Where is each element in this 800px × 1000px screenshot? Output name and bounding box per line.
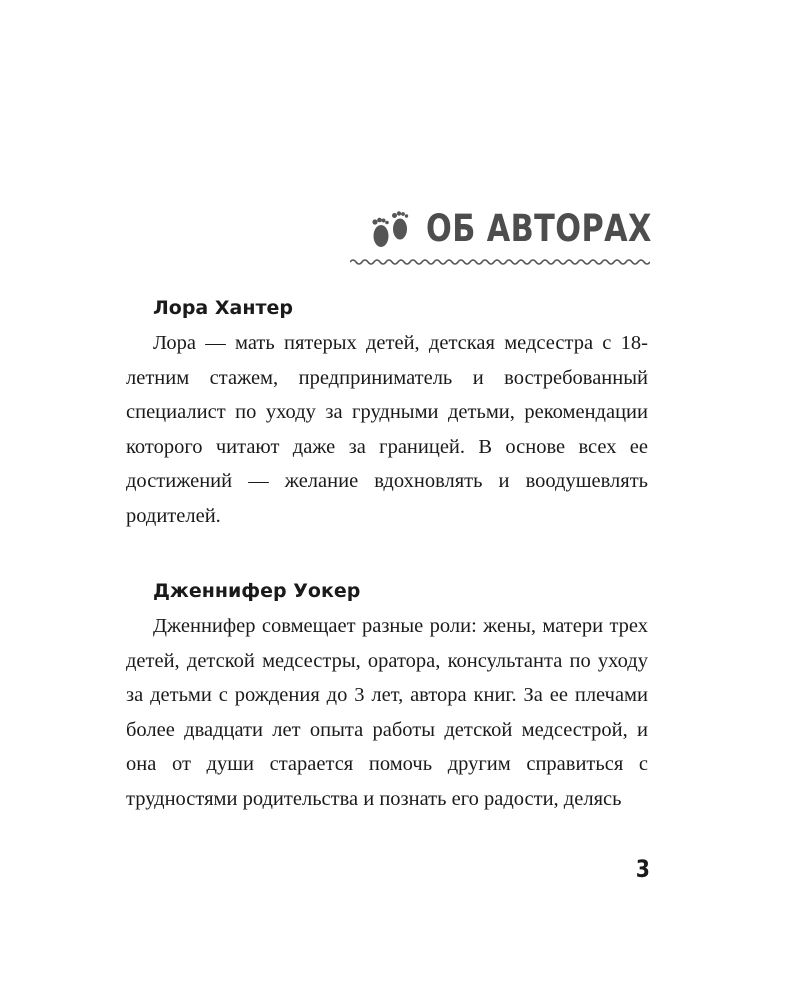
chapter-header [350,205,650,275]
chapter-title: ОБ АВТОРАХ [426,207,652,250]
author-name: Дженнифер Уокер [153,580,361,602]
author-section [126,290,648,533]
author-bio: Дженнифер совмещает разные роли: жены, матери трех детей, детской медсестры, оратора, консультанта по уходу за детьми с рождения до 3 лет, автора книг. За ее плечами более двадцати лет опыта работы детской медсестрой, и она от души старается помочь другим справиться с трудностями родительства и познать его радости, делясь [126,615,648,810]
author-section [126,573,648,816]
authors-content [126,290,648,816]
page-number: 3 [635,855,650,883]
author-bio: Лора — мать пятерых детей, детская медсестра с 18-летним стажем, предприниматель и востребованный специалист по уходу за грудными детьми, рекомендации которого читают даже за границей. В основе всех ее достижений — желание вдохновлять и воодушевлять родителей. [126,332,648,527]
author-name: Лора Хантер [153,297,293,319]
wavy-divider [350,257,650,267]
footprints-icon [368,209,414,253]
